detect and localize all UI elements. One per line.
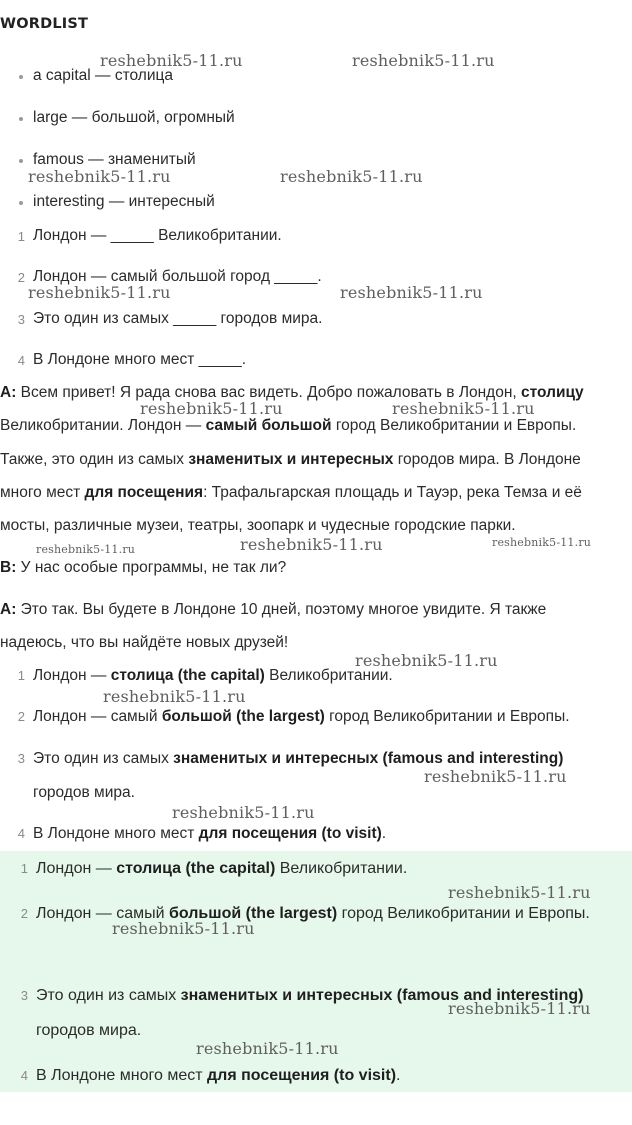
- dialogue-text: Всем привет! Я рада снова вас видеть. Добро пожаловать в Лондон,: [16, 384, 522, 401]
- item-number: 2: [17, 709, 25, 724]
- bullet-icon: [19, 75, 23, 79]
- watermark: reshebnik5-11.ru: [103, 687, 246, 706]
- answer-text: Лондон — самый: [33, 708, 162, 725]
- dialogue-line: [0, 634, 288, 652]
- dialogue-line: [0, 484, 582, 502]
- dialogue-text: много мест: [0, 484, 85, 501]
- dialogue-bold: самый большой: [205, 417, 332, 434]
- dialogue-bold: знаменитых и интересных: [188, 451, 394, 468]
- wordlist-item: [33, 109, 235, 127]
- answer-text: Великобритании.: [264, 667, 393, 684]
- answer-bold: столица (the capital): [110, 667, 265, 684]
- item-number: 2: [17, 270, 25, 285]
- wordlist-item-text: famous — знаменитый: [33, 151, 196, 168]
- panel-text: В Лондоне много мест: [36, 1067, 207, 1084]
- answer-text: Лондон —: [33, 667, 111, 684]
- answer-text: В Лондоне много мест: [33, 825, 199, 842]
- item-number: 4: [20, 1068, 28, 1083]
- panel-item: [20, 896, 610, 931]
- watermark: reshebnik5-11.ru: [340, 283, 483, 302]
- dialogue-text: Это так. Вы будете в Лондоне 10 дней, поэтому многое увидите. Я также: [16, 601, 547, 618]
- watermark: reshebnik5-11.ru: [28, 283, 171, 302]
- dialogue-text: Также, это один из самых: [0, 451, 189, 468]
- speaker-label: A:: [0, 601, 17, 618]
- panel-text: Лондон —: [36, 860, 117, 877]
- exercise-text: В Лондоне много мест _____.: [33, 351, 247, 368]
- watermark: reshebnik5-11.ru: [448, 883, 591, 902]
- item-number: 4: [17, 826, 25, 841]
- watermark: reshebnik5-11.ru: [196, 1039, 339, 1058]
- panel-bold: большой (the largest): [168, 905, 338, 922]
- watermark: reshebnik5-11.ru: [28, 167, 171, 186]
- panel-item: [20, 851, 610, 886]
- dialogue-line: [0, 601, 546, 619]
- answer-item: [17, 700, 618, 734]
- dialogue-line: [0, 417, 576, 435]
- item-number: 3: [17, 312, 25, 327]
- exercise-item: [17, 227, 282, 245]
- dialogue-text: Великобритании. Лондон —: [0, 417, 206, 434]
- exercise-text: Это один из самых _____ городов мира.: [33, 310, 323, 327]
- panel-text: Лондон — самый: [36, 905, 169, 922]
- dialogue-text: мосты, различные музеи, театры, зоопарк и чудесные городские парки.: [0, 517, 516, 534]
- panel-bold: для посещения (to visit): [207, 1067, 397, 1084]
- answer-text: городов мира.: [33, 784, 135, 801]
- watermark: reshebnik5-11.ru: [492, 536, 592, 549]
- watermark: reshebnik5-11.ru: [392, 399, 535, 418]
- watermark: reshebnik5-11.ru: [448, 999, 591, 1018]
- bullet-icon: [19, 117, 23, 121]
- dialogue-line: [0, 559, 286, 577]
- watermark: reshebnik5-11.ru: [36, 543, 136, 556]
- item-number: 3: [17, 751, 25, 766]
- item-number: 1: [20, 861, 28, 876]
- panel-text: город Великобритании и Европы.: [337, 905, 590, 922]
- panel-text: .: [396, 1067, 401, 1084]
- item-number: 4: [17, 353, 25, 368]
- wordlist-heading: WORDLIST: [0, 16, 89, 32]
- watermark: reshebnik5-11.ru: [112, 919, 255, 938]
- dialogue-bold: столицу: [521, 384, 584, 401]
- dialogue-text: надеюсь, что вы найдёте новых друзей!: [0, 634, 289, 651]
- panel-item: [20, 978, 610, 1048]
- speaker-label: B:: [0, 559, 17, 576]
- dialogue-text: городов мира. В Лондоне: [393, 451, 581, 468]
- item-number: 1: [17, 229, 25, 244]
- exercise-text: Лондон — _____ Великобритании.: [33, 227, 282, 244]
- dialogue-text: город Великобритании и Европы.: [331, 417, 577, 434]
- item-number: 3: [20, 988, 28, 1003]
- wordlist-item: [33, 67, 173, 85]
- bullet-icon: [19, 159, 23, 163]
- watermark: reshebnik5-11.ru: [172, 803, 315, 822]
- answer-item: [17, 742, 618, 810]
- answer-bold: для посещения (to visit): [198, 825, 382, 842]
- panel-bold: столица (the capital): [116, 860, 276, 877]
- speaker-label: A:: [0, 384, 17, 401]
- dialogue-text: У нас особые программы, не так ли?: [16, 559, 287, 576]
- bullet-icon: [19, 201, 23, 205]
- dialogue-bold: для посещения: [84, 484, 204, 501]
- exercise-text: Лондон — самый большой город _____.: [33, 268, 322, 285]
- answer-item: [17, 817, 618, 851]
- panel-item: [20, 1058, 610, 1093]
- panel-text: Великобритании.: [275, 860, 408, 877]
- wordlist-item-text: large — большой, огромный: [33, 109, 235, 126]
- wordlist-item: [33, 151, 196, 169]
- answer-panel: [0, 851, 632, 1092]
- watermark: reshebnik5-11.ru: [240, 535, 383, 554]
- answer-bold: большой (the largest): [161, 708, 325, 725]
- exercise-item: [17, 268, 322, 286]
- wordlist-item: [33, 193, 215, 211]
- exercise-item: [17, 310, 323, 328]
- watermark: reshebnik5-11.ru: [140, 399, 283, 418]
- answer-item: [17, 659, 618, 693]
- panel-text: городов мира.: [36, 1022, 142, 1039]
- watermark: reshebnik5-11.ru: [352, 51, 495, 70]
- item-number: 2: [20, 906, 28, 921]
- answer-text: .: [381, 825, 387, 842]
- dialogue-line: [0, 384, 584, 402]
- panel-text: Это один из самых: [36, 987, 181, 1004]
- panel-bold: знаменитых и интересных (famous and interesting): [180, 987, 584, 1004]
- watermark: reshebnik5-11.ru: [355, 651, 498, 670]
- wordlist-item-text: interesting — интересный: [33, 193, 215, 210]
- wordlist-item-text: a capital — столица: [33, 67, 173, 84]
- answer-text: Это один из самых: [33, 750, 174, 767]
- dialogue-text: : Трафальгарская площадь и Тауэр, река Темза и её: [203, 484, 582, 501]
- answer-text: город Великобритании и Европы.: [324, 708, 570, 725]
- item-number: 1: [17, 668, 25, 683]
- exercise-item: [17, 351, 247, 369]
- answer-bold: знаменитых и интересных (famous and interesting): [173, 750, 564, 767]
- dialogue-line: [0, 451, 581, 469]
- watermark: reshebnik5-11.ru: [280, 167, 423, 186]
- watermark: reshebnik5-11.ru: [424, 767, 567, 786]
- dialogue-line: [0, 517, 516, 535]
- watermark: reshebnik5-11.ru: [100, 51, 243, 70]
